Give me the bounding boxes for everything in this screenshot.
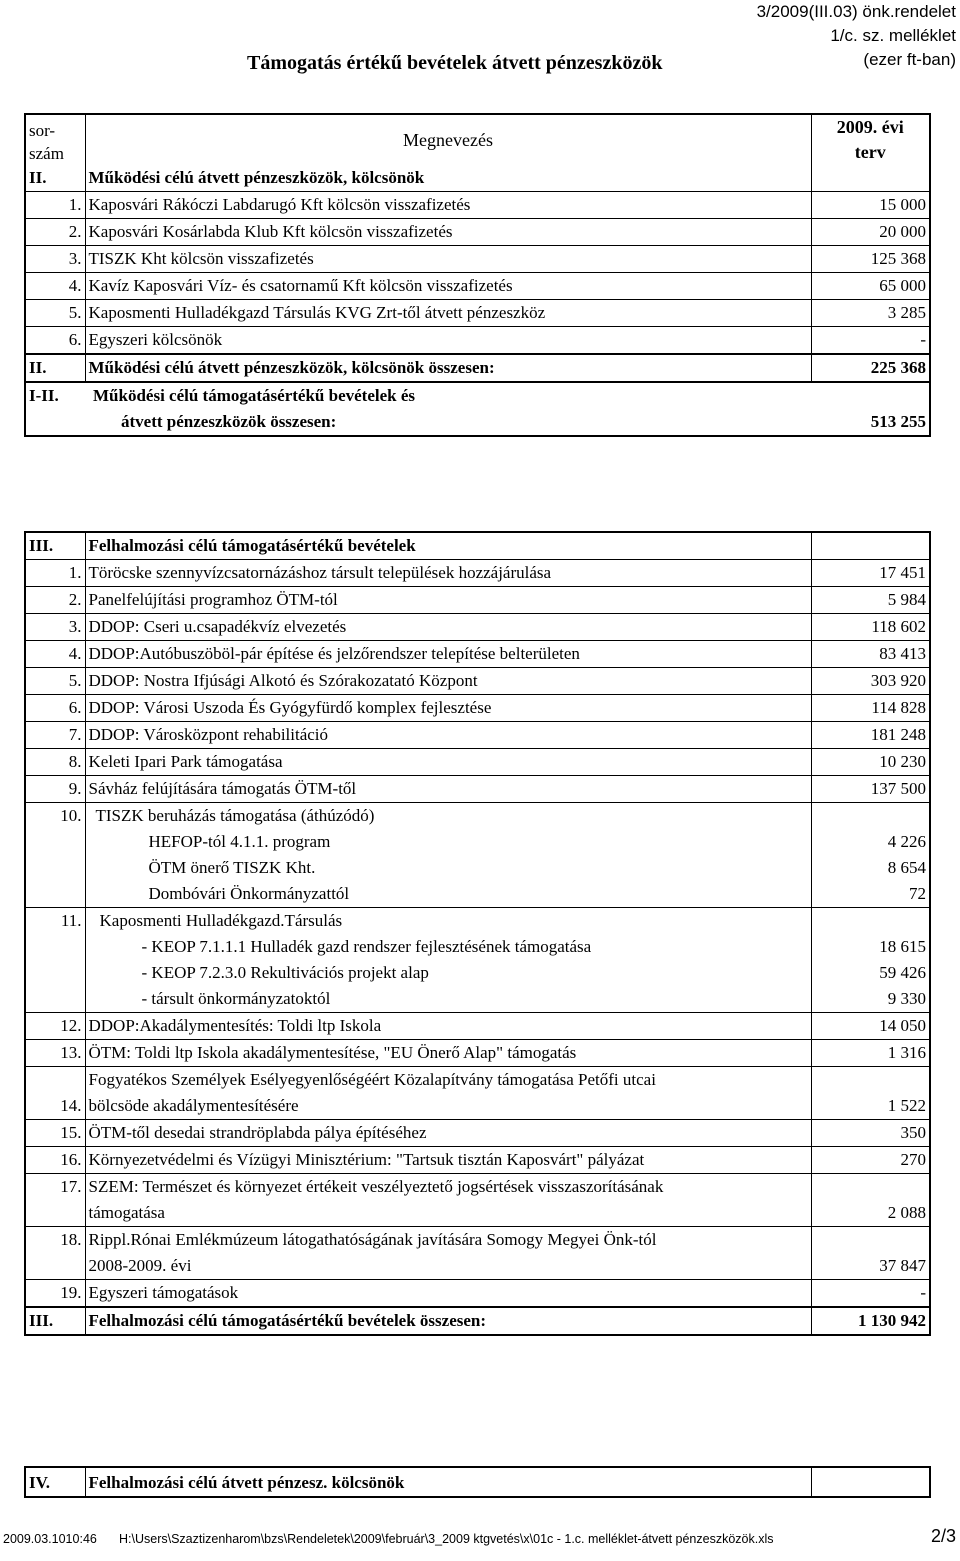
section-3-num: III. [25, 532, 85, 560]
row-num: 3. [25, 246, 85, 273]
row-num: 9. [25, 776, 85, 803]
row-num: 19. [25, 1280, 85, 1308]
row-num: 18. [25, 1227, 85, 1280]
table-row [25, 219, 930, 246]
row-num: 5. [25, 668, 85, 695]
grand-total-value: 513 255 [811, 382, 930, 436]
subrow-name: ÖTM önerő TISZK Kht. [85, 855, 811, 881]
row-name [85, 1174, 811, 1227]
col-header-sorszam [25, 114, 85, 165]
column-header-row [25, 114, 930, 165]
table-row [25, 641, 930, 668]
table-subrow [25, 986, 930, 1013]
row-name: DDOP: Nostra Ifjúsági Alkotó és Szórakozatató Központ [85, 668, 811, 695]
row-value: 14 050 [811, 1013, 930, 1040]
section-3-total-value: 1 130 942 [811, 1307, 930, 1335]
row-num: 2. [25, 219, 85, 246]
row-num: 13. [25, 1040, 85, 1067]
page-title: Támogatás értékű bevételek átvett pénzeszközök [247, 52, 663, 74]
row-num: 10. [25, 803, 85, 830]
table-section-2 [24, 113, 931, 437]
row-num: 5. [25, 300, 85, 327]
subrow-name: - társult önkormányzatoktól [85, 986, 811, 1013]
row-name-line1: SZEM: Természet és környezet értékeit veszélyeztető jogsértések visszaszorításának [88, 1177, 664, 1196]
table-row [25, 246, 930, 273]
section-2-title-value [811, 165, 930, 192]
row-num: 14. [25, 1067, 85, 1120]
row-value: 1 522 [811, 1067, 930, 1120]
table-row [25, 300, 930, 327]
col-header-megnevezes: Megnevezés [85, 114, 811, 165]
table-row [25, 192, 930, 219]
table-row [25, 1040, 930, 1067]
table-row [25, 776, 930, 803]
subrow-name: - KEOP 7.1.1.1 Hulladék gazd rendszer fejlesztésének támogatása [85, 934, 811, 960]
ref-decree: 3/2009(III.03) önk.rendelet [756, 2, 956, 21]
section-2-title-row [25, 165, 930, 192]
row-value: - [811, 327, 930, 355]
table-row [25, 749, 930, 776]
grand-total-label [85, 382, 811, 436]
row-name-line1: Fogyatékos Személyek Esélyegyenlőségéért Közalapítvány támogatása Petőfi utcai [88, 1070, 656, 1089]
footer-page-number: 2/3 [930, 1526, 956, 1546]
row-num [25, 986, 85, 1013]
row-value: 17 451 [811, 560, 930, 587]
section-3-title: Felhalmozási célú támogatásértékű bevételek [85, 532, 811, 560]
section-4-title: Felhalmozási célú átvett pénzesz. kölcsönök [85, 1467, 811, 1497]
row-num: 11. [25, 908, 85, 935]
table-row [25, 1280, 930, 1308]
row-name: Keleti Ipari Park támogatása [85, 749, 811, 776]
row-value: 181 248 [811, 722, 930, 749]
row-name: DDOP: Cseri u.csapadékvíz elvezetés [85, 614, 811, 641]
col-sorszam-line1: sor- [29, 121, 56, 140]
grand-total-num: I-II. [25, 382, 85, 436]
table-row [25, 908, 930, 935]
row-num [25, 934, 85, 960]
grand-total-label-line2: átvett pénzeszközök összesen: [121, 412, 337, 431]
row-num: 4. [25, 641, 85, 668]
row-value: - [811, 1280, 930, 1308]
subrow-value: 18 615 [811, 934, 930, 960]
col-sorszam-line2: szám [29, 144, 64, 163]
footer-timestamp: 2009.03.1010:46 [3, 1532, 97, 1546]
row-name: DDOP: Városközpont rehabilitáció [85, 722, 811, 749]
row-value: 83 413 [811, 641, 930, 668]
table-row [25, 560, 930, 587]
section-3-title-row [25, 532, 930, 560]
row-name: Egyszeri támogatások [85, 1280, 811, 1308]
table-section-4 [24, 1466, 931, 1498]
table-row [25, 668, 930, 695]
section-2-total-num: II. [25, 354, 85, 382]
row-num: 8. [25, 749, 85, 776]
section-2-num: II. [25, 165, 85, 192]
row-value: 15 000 [811, 192, 930, 219]
ref-unit: (ezer ft-ban) [863, 50, 956, 69]
row-num: 6. [25, 327, 85, 355]
section-3-total-num: III. [25, 1307, 85, 1335]
subrow-name: - KEOP 7.2.3.0 Rekultivációs projekt alap [85, 960, 811, 986]
table-subrow [25, 855, 930, 881]
row-value: 114 828 [811, 695, 930, 722]
table-row [25, 722, 930, 749]
row-value [811, 803, 930, 830]
col-header-terv [811, 114, 930, 165]
header-ref-block [757, 0, 956, 72]
row-num: 15. [25, 1120, 85, 1147]
subrow-value: 9 330 [811, 986, 930, 1013]
row-name: DDOP:Autóbuszöböl-pár építése és jelzőrendszer telepítése belterületen [85, 641, 811, 668]
row-value: 118 602 [811, 614, 930, 641]
table-subrow [25, 960, 930, 986]
table-row [25, 1120, 930, 1147]
row-num [25, 829, 85, 855]
section-2-total-value: 225 368 [811, 354, 930, 382]
row-num: 16. [25, 1147, 85, 1174]
row-value: 2 088 [811, 1174, 930, 1227]
grand-total-label-line1: Működési célú támogatásértékű bevételek és [93, 386, 416, 405]
row-value: 303 920 [811, 668, 930, 695]
row-name [85, 1227, 811, 1280]
row-value: 65 000 [811, 273, 930, 300]
table-row [25, 1174, 930, 1227]
row-name: DDOP:Akadálymentesítés: Toldi ltp Iskola [85, 1013, 811, 1040]
row-value: 3 285 [811, 300, 930, 327]
section-4-value [811, 1467, 930, 1497]
section-3-title-value [811, 532, 930, 560]
row-value: 10 230 [811, 749, 930, 776]
row-name: Kaposvári Kosárlabda Klub Kft kölcsön visszafizetés [85, 219, 811, 246]
table-row [25, 587, 930, 614]
table-row [25, 803, 930, 830]
row-name: Töröcske szennyvízcsatornázáshoz társult települések hozzájárulása [85, 560, 811, 587]
table-subrow [25, 881, 930, 908]
row-name: TISZK Kht kölcsön visszafizetés [85, 246, 811, 273]
row-num: 3. [25, 614, 85, 641]
row-value: 5 984 [811, 587, 930, 614]
row-value: 270 [811, 1147, 930, 1174]
section-2-total-label: Működési célú átvett pénzeszközök, kölcsönök összesen: [85, 354, 811, 382]
col-terv-line1: 2009. évi [836, 117, 904, 137]
row-name: ÖTM: Toldi ltp Iskola akadálymentesítése, "EU Önerő Alap" támogatás [85, 1040, 811, 1067]
row-name: ÖTM-től desedai strandröplabda pálya építéséhez [85, 1120, 811, 1147]
table-subrow [25, 829, 930, 855]
row-name: Kavíz Kaposvári Víz- és csatornamű Kft kölcsön visszafizetés [85, 273, 811, 300]
grand-total-row [25, 382, 930, 436]
table-section-3 [24, 531, 931, 1336]
section-2-title: Működési célú átvett pénzeszközök, kölcsönök [85, 165, 811, 192]
subrow-name: Dombóvári Önkormányzattól [85, 881, 811, 908]
row-name-line1: Rippl.Rónai Emlékmúzeum látogathatóságának javítására Somogy Megyei Önk-tól [88, 1230, 657, 1249]
row-name-line2: 2008-2009. évi [88, 1256, 192, 1275]
row-name-line2: támogatása [88, 1203, 165, 1222]
table-row [25, 1147, 930, 1174]
row-num [25, 881, 85, 908]
row-num [25, 855, 85, 881]
table-row [25, 695, 930, 722]
row-value: 350 [811, 1120, 930, 1147]
row-num: 7. [25, 722, 85, 749]
row-value: 125 368 [811, 246, 930, 273]
row-num: 1. [25, 560, 85, 587]
section-3-total-label: Felhalmozási célú támogatásértékű bevételek összesen: [85, 1307, 811, 1335]
row-name: Panelfelújítási programhoz ÖTM-tól [85, 587, 811, 614]
section-4-num: IV. [25, 1467, 85, 1497]
row-num: 6. [25, 695, 85, 722]
row-name-line2: bölcsöde akadálymentesítésére [88, 1096, 299, 1115]
row-name: Egyszeri kölcsönök [85, 327, 811, 355]
table-row [25, 614, 930, 641]
subrow-name: HEFOP-tól 4.1.1. program [85, 829, 811, 855]
row-name: Sávház felújítására támogatás ÖTM-től [85, 776, 811, 803]
section-2-total-row [25, 354, 930, 382]
row-value: 137 500 [811, 776, 930, 803]
table-row [25, 273, 930, 300]
subrow-value: 4 226 [811, 829, 930, 855]
row-value [811, 908, 930, 935]
row-name: Kaposvári Rákóczi Labdarugó Kft kölcsön visszafizetés [85, 192, 811, 219]
row-name: TISZK beruházás támogatása (áthúzódó) [85, 803, 811, 830]
section-3-total-row [25, 1307, 930, 1335]
row-num: 17. [25, 1174, 85, 1227]
ref-annex: 1/c. sz. melléklet [830, 26, 956, 45]
table-row [25, 1013, 930, 1040]
row-name: Kaposmenti Hulladékgazd Társulás KVG Zrt-től átvett pénzeszköz [85, 300, 811, 327]
table-row [25, 1227, 930, 1280]
row-num [25, 960, 85, 986]
row-value: 20 000 [811, 219, 930, 246]
table-row [25, 327, 930, 355]
subrow-value: 72 [811, 881, 930, 908]
row-num: 2. [25, 587, 85, 614]
row-num: 1. [25, 192, 85, 219]
row-name: Környezetvédelmi és Vízügyi Minisztérium: "Tartsuk tisztán Kaposvárt" pályázat [85, 1147, 811, 1174]
row-value: 37 847 [811, 1227, 930, 1280]
table-subrow [25, 934, 930, 960]
row-name [85, 1067, 811, 1120]
subrow-value: 8 654 [811, 855, 930, 881]
section-4-title-row [25, 1467, 930, 1497]
row-name: DDOP: Városi Uszoda És Gyógyfürdő komplex fejlesztése [85, 695, 811, 722]
table-row [25, 1067, 930, 1120]
row-value: 1 316 [811, 1040, 930, 1067]
subrow-value: 59 426 [811, 960, 930, 986]
col-terv-line2: terv [854, 142, 886, 162]
row-num: 4. [25, 273, 85, 300]
row-num: 12. [25, 1013, 85, 1040]
footer-file-path: H:\Users\Szaztizenharom\bzs\Rendeletek\2009\február\3_2009 ktgvetés\x\01c - 1.c. melléklet-átvett pénzeszközök.xls [119, 1532, 774, 1546]
row-name: Kaposmenti Hulladékgazd.Társulás [85, 908, 811, 935]
